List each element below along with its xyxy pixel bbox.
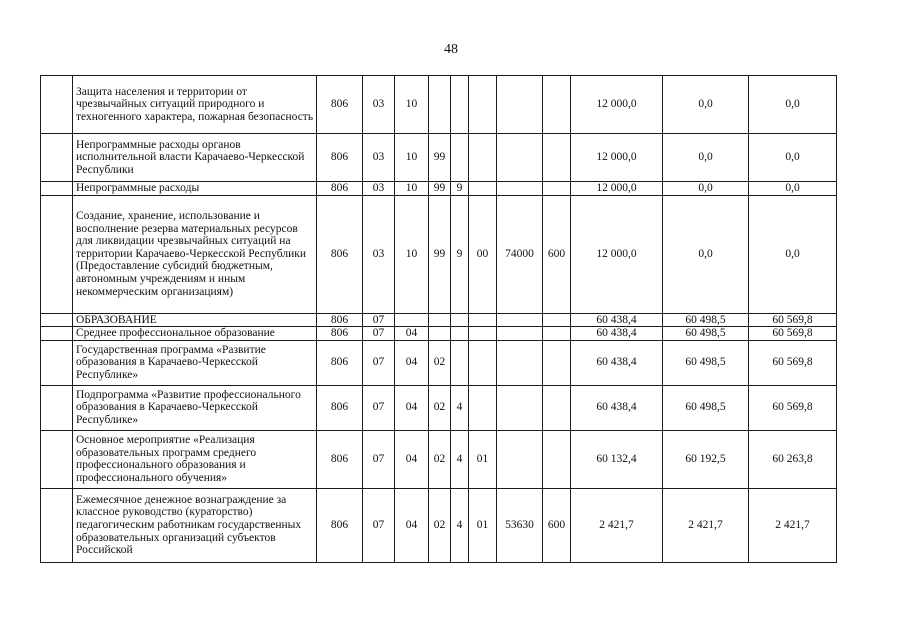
subprogram-code: 4 <box>451 430 469 488</box>
amount-year-2: 60 498,5 <box>663 327 749 341</box>
expense-name: ОБРАЗОВАНИЕ <box>73 313 317 327</box>
amount-year-2: 60 192,5 <box>663 430 749 488</box>
row-marker-cell <box>41 313 73 327</box>
direction-code <box>497 76 543 134</box>
expense-type-code <box>543 327 571 341</box>
subprogram-code: 4 <box>451 488 469 562</box>
subprogram-code: 4 <box>451 385 469 430</box>
program-code <box>429 327 451 341</box>
event-code: 00 <box>469 195 497 313</box>
expense-name: Подпрограмма «Развитие профессионального образования в Карачаево-Черкесской Республике» <box>73 385 317 430</box>
expense-type-code: 600 <box>543 488 571 562</box>
subsection-code: 10 <box>395 195 429 313</box>
amount-year-2: 60 498,5 <box>663 313 749 327</box>
event-code <box>469 182 497 196</box>
table-row <box>41 340 837 385</box>
direction-code <box>497 313 543 327</box>
amount-year-3: 0,0 <box>749 76 837 134</box>
row-marker-cell <box>41 195 73 313</box>
expense-name: Непрограммные расходы органов исполнительной власти Карачаево-Черкесской Республики <box>73 134 317 182</box>
table-row <box>41 430 837 488</box>
program-code: 99 <box>429 182 451 196</box>
section-code: 07 <box>363 488 395 562</box>
expense-type-code <box>543 385 571 430</box>
event-code <box>469 340 497 385</box>
amount-year-2: 60 498,5 <box>663 340 749 385</box>
row-marker-cell <box>41 327 73 341</box>
amount-year-3: 60 263,8 <box>749 430 837 488</box>
subsection-code: 04 <box>395 385 429 430</box>
expense-name: Защита населения и территории от чрезвычайных ситуаций природного и техногенного характера, пожарная безопасность <box>73 76 317 134</box>
amount-year-1: 60 132,4 <box>571 430 663 488</box>
subprogram-code <box>451 313 469 327</box>
ministry-code: 806 <box>317 76 363 134</box>
subsection-code: 04 <box>395 430 429 488</box>
ministry-code: 806 <box>317 134 363 182</box>
program-code: 99 <box>429 134 451 182</box>
amount-year-1: 2 421,7 <box>571 488 663 562</box>
subsection-code: 10 <box>395 134 429 182</box>
program-code: 02 <box>429 488 451 562</box>
amount-year-2: 0,0 <box>663 195 749 313</box>
section-code: 03 <box>363 76 395 134</box>
section-code: 03 <box>363 182 395 196</box>
amount-year-3: 2 421,7 <box>749 488 837 562</box>
row-marker-cell <box>41 134 73 182</box>
amount-year-1: 12 000,0 <box>571 195 663 313</box>
event-code <box>469 327 497 341</box>
amount-year-2: 2 421,7 <box>663 488 749 562</box>
event-code <box>469 385 497 430</box>
direction-code: 53630 <box>497 488 543 562</box>
row-marker-cell <box>41 76 73 134</box>
subsection-code: 10 <box>395 76 429 134</box>
ministry-code: 806 <box>317 430 363 488</box>
subprogram-code <box>451 134 469 182</box>
row-marker-cell <box>41 182 73 196</box>
amount-year-2: 60 498,5 <box>663 385 749 430</box>
expense-name: Создание, хранение, использование и восполнение резерва материальных ресурсов для ликвидации чрезвычайных ситуаций на территории Карачаево-Черкесской Республики (Предоставление субсидий бюджетным, автономным учреждениям и иным некоммерческим организациям) <box>73 195 317 313</box>
row-marker-cell <box>41 430 73 488</box>
amount-year-1: 12 000,0 <box>571 134 663 182</box>
expense-name: Ежемесячное денежное вознаграждение за классное руководство (кураторство) педагогическим работникам государственных образовательных организаций субъектов Российской <box>73 488 317 562</box>
section-code: 07 <box>363 327 395 341</box>
ministry-code: 806 <box>317 313 363 327</box>
table-row <box>41 313 837 327</box>
amount-year-2: 0,0 <box>663 182 749 196</box>
direction-code <box>497 340 543 385</box>
section-code: 07 <box>363 313 395 327</box>
ministry-code: 806 <box>317 327 363 341</box>
event-code <box>469 134 497 182</box>
row-marker-cell <box>41 385 73 430</box>
amount-year-1: 12 000,0 <box>571 182 663 196</box>
table-row <box>41 327 837 341</box>
direction-code <box>497 385 543 430</box>
amount-year-3: 0,0 <box>749 134 837 182</box>
expense-name: Непрограммные расходы <box>73 182 317 196</box>
direction-code: 74000 <box>497 195 543 313</box>
ministry-code: 806 <box>317 195 363 313</box>
direction-code <box>497 134 543 182</box>
expense-type-code <box>543 313 571 327</box>
amount-year-3: 60 569,8 <box>749 385 837 430</box>
section-code: 07 <box>363 430 395 488</box>
expense-type-code <box>543 134 571 182</box>
amount-year-3: 0,0 <box>749 195 837 313</box>
table-row <box>41 134 837 182</box>
program-code: 99 <box>429 195 451 313</box>
amount-year-2: 0,0 <box>663 76 749 134</box>
table-row <box>41 195 837 313</box>
table-row <box>41 182 837 196</box>
section-code: 03 <box>363 195 395 313</box>
amount-year-1: 60 438,4 <box>571 313 663 327</box>
subsection-code <box>395 313 429 327</box>
amount-year-3: 60 569,8 <box>749 340 837 385</box>
amount-year-1: 60 438,4 <box>571 340 663 385</box>
event-code: 01 <box>469 430 497 488</box>
event-code <box>469 76 497 134</box>
ministry-code: 806 <box>317 182 363 196</box>
section-code: 03 <box>363 134 395 182</box>
expense-name: Государственная программа «Развитие образования в Карачаево-Черкесской Республике» <box>73 340 317 385</box>
subsection-code: 04 <box>395 340 429 385</box>
table-row <box>41 488 837 562</box>
expense-type-code <box>543 182 571 196</box>
page-number: 48 <box>444 42 458 57</box>
expense-type-code <box>543 340 571 385</box>
subprogram-code <box>451 327 469 341</box>
table-row <box>41 385 837 430</box>
subprogram-code <box>451 76 469 134</box>
program-code <box>429 76 451 134</box>
amount-year-3: 60 569,8 <box>749 313 837 327</box>
section-code: 07 <box>363 340 395 385</box>
amount-year-1: 60 438,4 <box>571 385 663 430</box>
amount-year-1: 60 438,4 <box>571 327 663 341</box>
expense-type-code <box>543 76 571 134</box>
ministry-code: 806 <box>317 488 363 562</box>
subprogram-code <box>451 340 469 385</box>
section-code: 07 <box>363 385 395 430</box>
row-marker-cell <box>41 340 73 385</box>
direction-code <box>497 430 543 488</box>
expense-name: Основное мероприятие «Реализация образовательных программ среднего профессионального образования и профессионального обучения» <box>73 430 317 488</box>
event-code <box>469 313 497 327</box>
subprogram-code: 9 <box>451 195 469 313</box>
expense-type-code <box>543 430 571 488</box>
row-marker-cell <box>41 488 73 562</box>
event-code: 01 <box>469 488 497 562</box>
expense-name: Среднее профессиональное образование <box>73 327 317 341</box>
table-row <box>41 76 837 134</box>
amount-year-2: 0,0 <box>663 134 749 182</box>
ministry-code: 806 <box>317 385 363 430</box>
program-code: 02 <box>429 340 451 385</box>
direction-code <box>497 182 543 196</box>
subprogram-code: 9 <box>451 182 469 196</box>
amount-year-3: 0,0 <box>749 182 837 196</box>
program-code <box>429 313 451 327</box>
subsection-code: 10 <box>395 182 429 196</box>
subsection-code: 04 <box>395 327 429 341</box>
direction-code <box>497 327 543 341</box>
amount-year-3: 60 569,8 <box>749 327 837 341</box>
subsection-code: 04 <box>395 488 429 562</box>
expense-type-code: 600 <box>543 195 571 313</box>
program-code: 02 <box>429 430 451 488</box>
ministry-code: 806 <box>317 340 363 385</box>
program-code: 02 <box>429 385 451 430</box>
amount-year-1: 12 000,0 <box>571 76 663 134</box>
budget-table <box>40 75 837 563</box>
